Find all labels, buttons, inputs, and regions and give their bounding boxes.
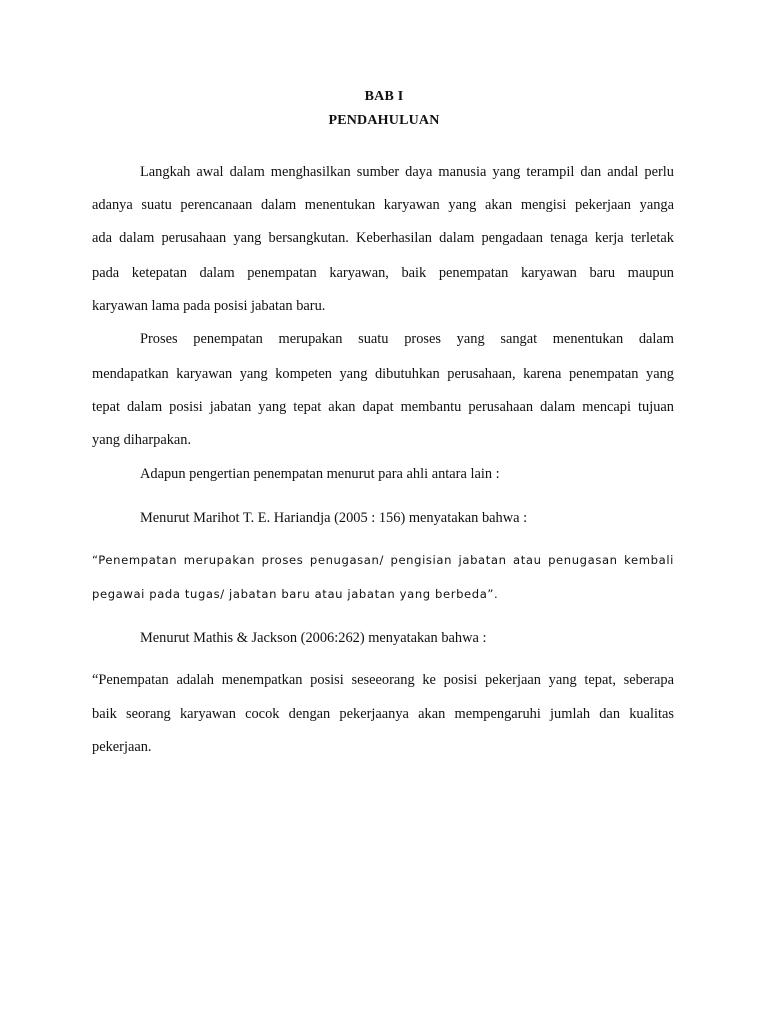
text-line: adanya suatu perencanaan dalam menentukan karyawan yang akan mengisi pekerjaan yanga: [92, 197, 674, 213]
text-line: ada dalam perusahaan yang bersangkutan. Keberhasilan dalam pengadaan tenaga kerja terletak: [92, 230, 674, 246]
quote-line: pekerjaan.: [92, 739, 152, 755]
quote-line: “Penempatan merupakan proses penugasan/ pengisian jabatan atau penugasan kembali: [92, 553, 674, 567]
chapter-number: BAB I: [364, 89, 404, 104]
citation-intro: Menurut Mathis & Jackson (2006:262) menyatakan bahwa :: [140, 630, 487, 646]
text-line: pada ketepatan dalam penempatan karyawan, baik penempatan karyawan baru maupun: [92, 265, 674, 281]
chapter-title: PENDAHULUAN: [328, 113, 440, 128]
quote-line: baik seorang karyawan cocok dengan pekerjaanya akan mempengaruhi jumlah dan kualitas: [92, 706, 674, 722]
quote-line: pegawai pada tugas/ jabatan baru atau jabatan yang berbeda”.: [92, 587, 499, 601]
citation-intro: Menurut Marihot T. E. Hariandja (2005 : 156) menyatakan bahwa :: [140, 510, 528, 526]
text-line: Adapun pengertian penempatan menurut para ahli antara lain :: [140, 466, 500, 482]
text-line: Langkah awal dalam menghasilkan sumber daya manusia yang terampil dan andal perlu: [140, 164, 674, 180]
text-line: yang diharpakan.: [92, 432, 192, 448]
quote-line: “Penempatan adalah menempatkan posisi seseeorang ke posisi pekerjaan yang tepat, seberapa: [92, 672, 674, 688]
text-line: Proses penempatan merupakan suatu proses yang sangat menentukan dalam: [140, 331, 674, 347]
text-line: mendapatkan karyawan yang kompeten yang dibutuhkan perusahaan, karena penempatan yang: [92, 366, 674, 382]
text-line: tepat dalam posisi jabatan yang tepat akan dapat membantu perusahaan dalam mencapi tujuan: [92, 399, 674, 415]
text-line: karyawan lama pada posisi jabatan baru.: [92, 298, 326, 314]
